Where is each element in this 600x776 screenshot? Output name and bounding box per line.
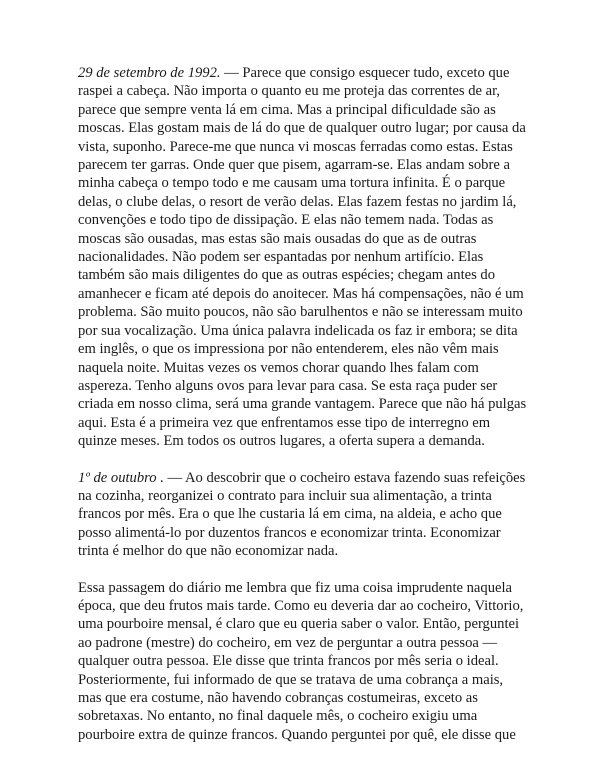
diary-entry-october-1: [78, 469, 530, 561]
entry-text: — Parece que consigo esquecer tudo, exceto que raspei a cabeça. Não importa o quanto eu me proteja das correntes de ar, parece que sempre venta lá em cima. Mas a principal dificuldade são as moscas. Elas gostam mais de lá do que de qualquer outro lugar; por causa da vista, suponho. Parece-me que nunca vi moscas ferradas como estas. Estas parecem ter garras. Onde quer que pisem, agarram-se. Elas andam sobre a minha cabeça o tempo todo e me causam uma tortura infinita. É o parque delas, o clube delas, o resort de verão delas. Elas fazem festas no jardim lá, convenções e todo tipo de dissipação. E elas não temem nada. Todas as moscas são ousadas, mas estas são mais ousadas do que as de outras nacionalidades. Não podem ser espantadas por nenhum artifício. Elas também são mais diligentes do que as outras espécies; chegam antes do amanhecer e ficam até depois do anoitecer. Mas há compensações, não é um problema. São muito poucos, não são barulhentos e não se interessam muito por sua vocalização. Uma única palavra indelicada os faz ir embora; se dita em inglês, o que os impressiona por não entenderem, eles não vêm mais naquela noite. Muitas vezes os vemos chorar quando lhes falam com aspereza. Tenho alguns ovos para levar para casa. Se esta raça puder ser criada em nosso clima, será uma grande vantagem. Parece que não há pulgas aqui. Esta é a primeira vez que enfrentamos esse tipo de interregno em quinze meses. Em todos os outros lugares, a oferta supera a demanda.: [78, 65, 527, 450]
entry-date: 1º de outubro .: [78, 469, 164, 486]
entry-text: — Ao descobrir que o cocheiro estava fazendo suas refeições na cozinha, reorganizei o contrato para incluir sua alimentação, a trinta francos por mês. Era o que lhe custaria lá em cima, na aldeia, e acho que posso alimentá-lo por duzentos francos e economizar trinta. Economizar trinta é melhor do que não economizar nada.: [78, 469, 526, 560]
diary-entry-september-29: [78, 64, 530, 451]
entry-date: 29 de setembro de 1992.: [78, 65, 221, 81]
closing-paragraph: Essa passagem do diário me lembra que fiz uma coisa imprudente naquela época, que deu frutos mais tarde. Como eu deveria dar ao cocheiro, Vittorio, uma pourboire mensal, é claro que eu queria saber o valor. Então, perguntei ao padrone (mestre) do cocheiro, em vez de perguntar a outra pessoa — qualquer outra pessoa. Ele disse que trinta francos por mês seria o ideal. Posteriormente, fui informado de que se tratava de uma cobrança a mais, mas que era costume, não havendo cobranças costumeiras, exceto as sobretaxas. No entanto, no final daquele mês, o cocheiro exigiu uma pourboire extra de quinze francos. Quando perguntei por quê, ele disse que: [78, 579, 524, 743]
document-page: [78, 64, 530, 762]
